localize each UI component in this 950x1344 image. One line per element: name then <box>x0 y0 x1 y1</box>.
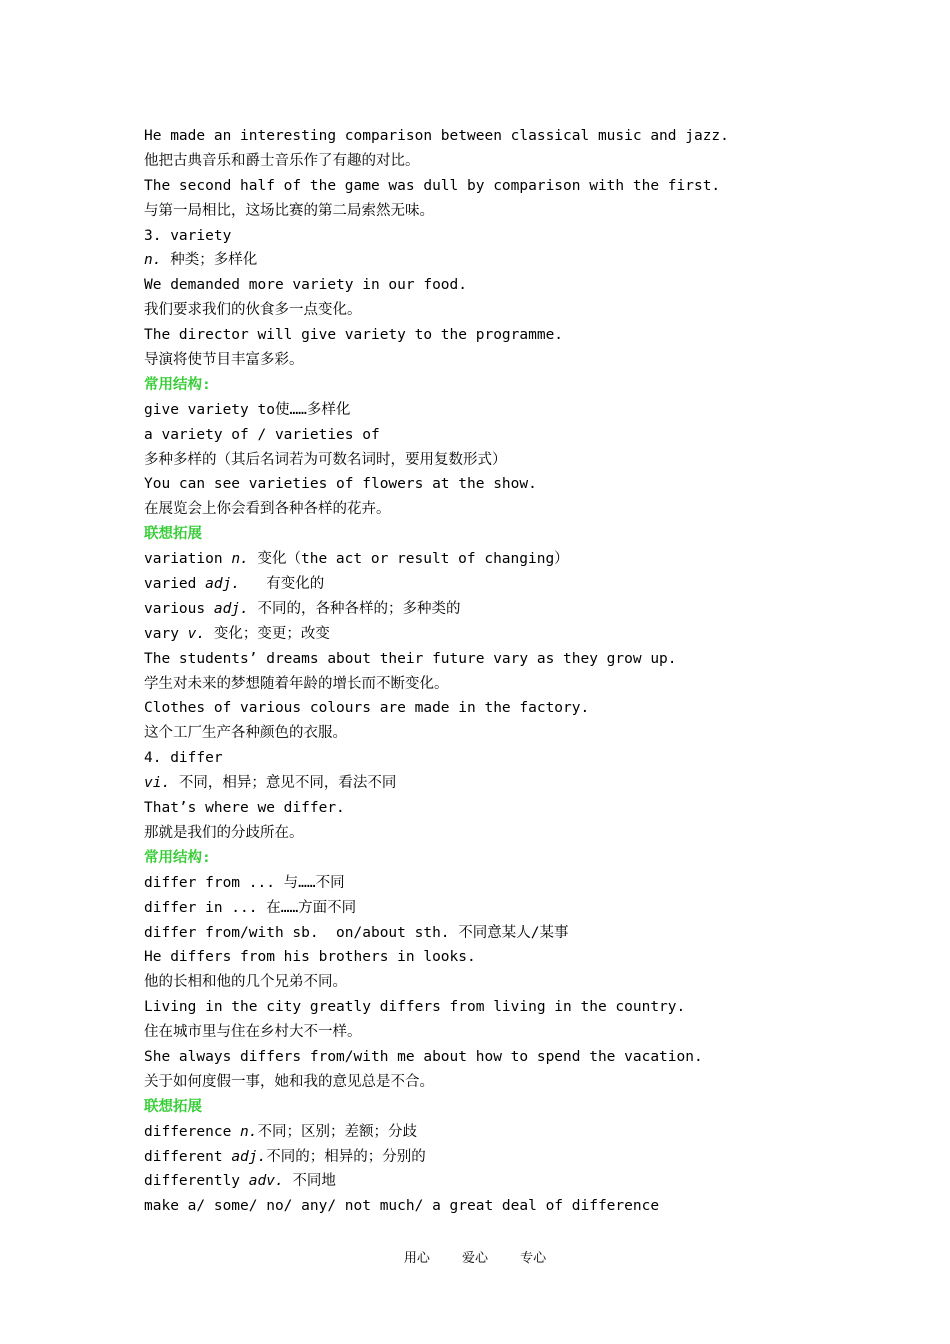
footer-text-1: 用心 <box>403 1251 430 1266</box>
text-line: 那就是我们的分歧所在。 <box>144 824 304 841</box>
section-heading: 常用结构: <box>144 376 211 393</box>
definition-text: 不同的；相异的；分别的 <box>266 1148 426 1165</box>
text-line: 学生对未来的梦想随着年龄的增长而不断变化。 <box>144 675 449 692</box>
text-line: differ from/with sb. on/about sth. 不同意某人/某事 <box>144 924 569 941</box>
text-line: 他的长相和他的几个兄弟不同。 <box>144 974 347 991</box>
definition-line <box>144 597 844 622</box>
text-line: The director will give variety to the programme. <box>144 327 564 344</box>
headword: various <box>144 600 214 617</box>
part-of-speech: n. <box>144 252 162 269</box>
part-of-speech: vi. <box>144 775 171 792</box>
text-line: 在展览会上你会看到各种各样的花卉。 <box>144 501 391 518</box>
definition-text: 有变化的 <box>240 576 325 593</box>
headword: vary <box>144 625 188 642</box>
text-line: The students’ dreams about their future vary as they grow up. <box>144 650 677 667</box>
text-line: 导演将使节目丰富多彩。 <box>144 352 304 369</box>
part-of-speech: adj. <box>213 600 249 617</box>
definition-line <box>144 547 844 572</box>
definition-text: 不同地 <box>283 1173 336 1190</box>
definition-line <box>144 771 844 796</box>
headword: varied <box>144 576 206 593</box>
definition-text: 变化（the act or result of changing） <box>248 551 569 568</box>
footer-text-3: 专心 <box>520 1251 547 1266</box>
definition-line <box>144 572 844 597</box>
text-line: 住在城市里与住在乡村大不一样。 <box>144 1024 362 1041</box>
definition-line <box>144 248 844 273</box>
headword: different <box>144 1148 232 1165</box>
part-of-speech: v. <box>187 625 206 642</box>
headword: differently <box>144 1173 249 1190</box>
text-line: 3. variety <box>144 227 232 244</box>
definition-text: 种类；多样化 <box>161 252 258 269</box>
section-heading: 常用结构: <box>144 849 211 866</box>
headword: variation <box>144 551 232 568</box>
definition-line <box>144 622 844 647</box>
definition-text: 变化；变更；改变 <box>205 625 330 642</box>
text-line: 关于如何度假一事，她和我的意见总是不合。 <box>144 1073 434 1090</box>
headword: difference <box>144 1123 241 1140</box>
text-line: We demanded more variety in our food. <box>144 277 468 294</box>
text-line: differ in ... 在……方面不同 <box>144 899 357 916</box>
text-line: make a/ some/ no/ any/ not much/ a great deal of difference <box>144 1198 660 1215</box>
text-line: 与第一局相比，这场比赛的第二局索然无味。 <box>144 202 434 219</box>
part-of-speech: adj. <box>205 576 241 593</box>
part-of-speech: n. <box>240 1123 258 1140</box>
definition-line <box>144 1120 844 1145</box>
text-line: 4. differ <box>144 750 223 767</box>
text-line: She always differs from/with me about how to spend the vacation. <box>144 1048 703 1065</box>
part-of-speech: n. <box>231 551 249 568</box>
text-line: give variety to使……多样化 <box>144 401 351 418</box>
text-line: 他把古典音乐和爵士音乐作了有趣的对比。 <box>144 152 420 169</box>
text-line: 我们要求我们的伙食多一点变化。 <box>144 302 362 319</box>
definition-line <box>144 1145 844 1170</box>
document-body <box>144 124 844 1219</box>
text-line: He differs from his brothers in looks. <box>144 949 476 966</box>
text-line: a variety of / varieties of <box>144 426 380 443</box>
text-line: He made an interesting comparison between classical music and jazz. <box>144 128 729 144</box>
text-line: 这个工厂生产各种颜色的衣服。 <box>144 725 347 742</box>
footer-text-2: 爱心 <box>461 1251 488 1266</box>
section-heading: 联想拓展 <box>144 1098 202 1115</box>
text-line: Clothes of various colours are made in the factory. <box>144 700 590 717</box>
definition-text: 不同；区别；差额；分歧 <box>257 1123 417 1140</box>
part-of-speech: adj. <box>231 1148 267 1165</box>
text-line: differ from ... 与……不同 <box>144 874 345 891</box>
section-heading: 联想拓展 <box>144 526 202 543</box>
text-line: 多种多样的（其后名词若为可数名词时，要用复数形式） <box>144 451 507 468</box>
definition-text: 不同的，各种各样的；多种类的 <box>248 600 461 617</box>
page-footer <box>0 1247 950 1266</box>
part-of-speech: adv. <box>248 1173 284 1190</box>
definition-text: 不同，相异；意见不同，看法不同 <box>170 775 397 792</box>
text-line: Living in the city greatly differs from living in the country. <box>144 999 686 1016</box>
text-line: That’s where we differ. <box>144 800 345 817</box>
text-line: You can see varieties of flowers at the show. <box>144 476 537 493</box>
definition-line <box>144 1169 844 1194</box>
text-line: The second half of the game was dull by comparison with the first. <box>144 177 721 194</box>
